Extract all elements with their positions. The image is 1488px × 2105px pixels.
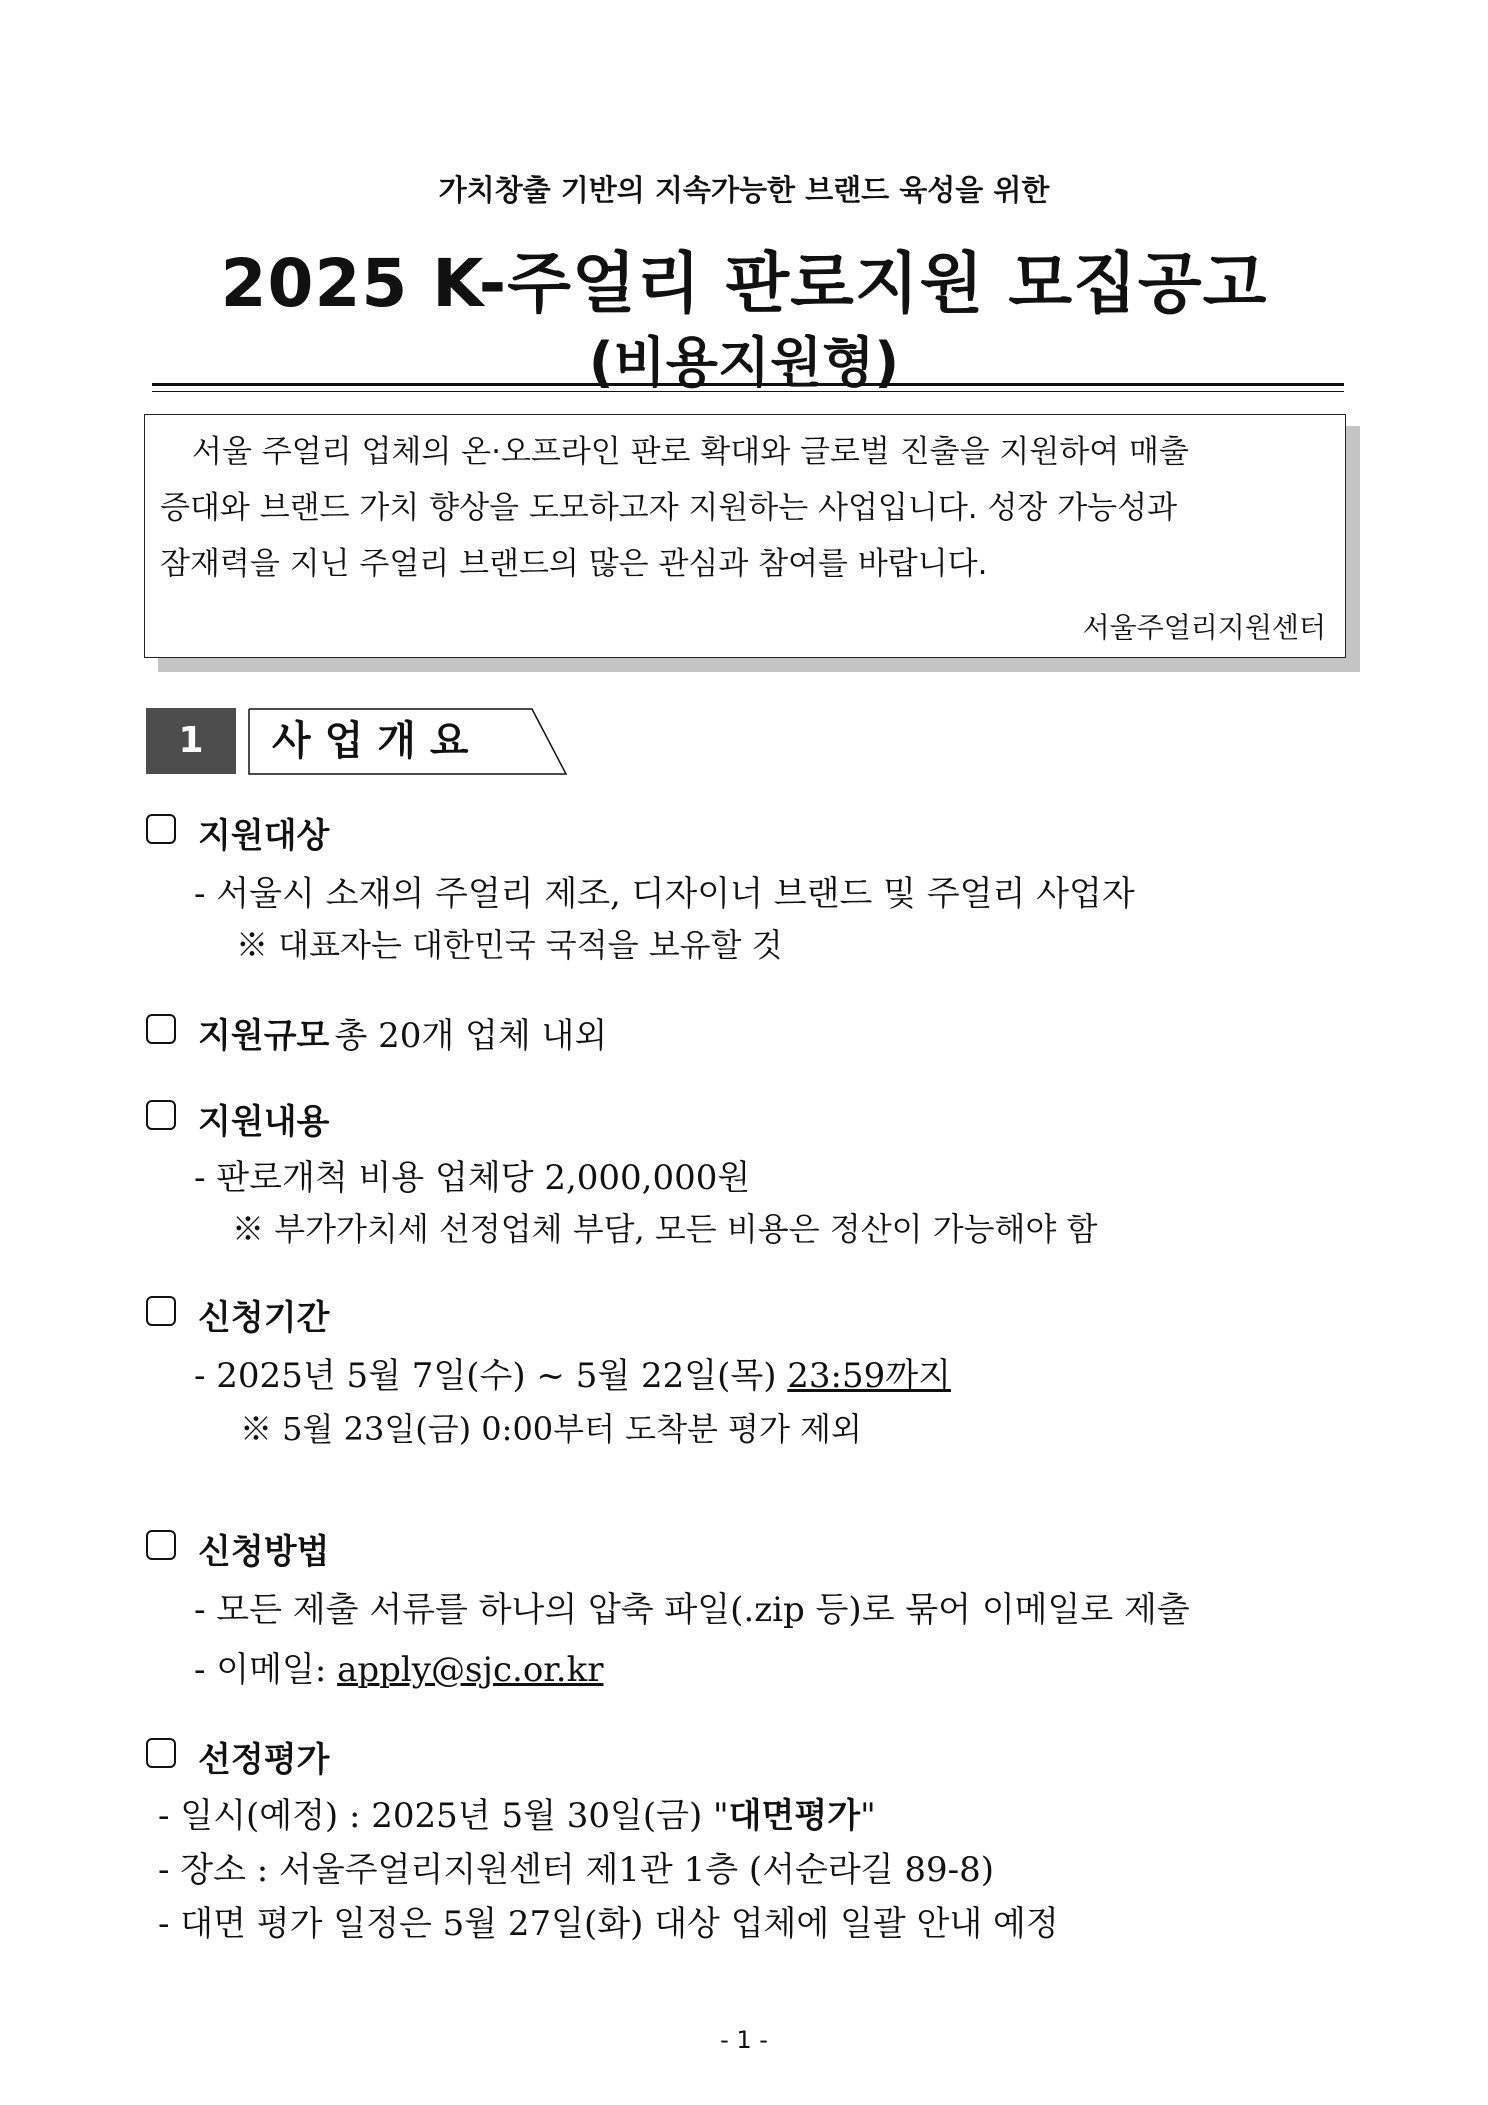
target-heading: 지원대상 [198, 816, 330, 856]
checkbox-icon [146, 1530, 176, 1560]
period-dates: - 2025년 5월 7일(수) ~ 5월 22일(목) [194, 1356, 788, 1396]
target-line: - 서울시 소재의 주얼리 제조, 디자이너 브랜드 및 주얼리 사업자 [194, 874, 1135, 914]
evaluation-place: - 장소 : 서울주얼리지원센터 제1관 1층 (서순라길 89-8) [158, 1850, 994, 1890]
period-note: ※ 5월 23일(금) 0:00부터 도착분 평가 제외 [240, 1410, 862, 1448]
evaluation-schedule: - 대면 평가 일정은 5월 27일(화) 대상 업체에 일괄 안내 예정 [158, 1904, 1059, 1944]
document-subtitle: 가치창출 기반의 지속가능한 브랜드 육성을 위한 [438, 173, 1050, 207]
scale-row [198, 1008, 607, 1057]
evaluation-quote: " [860, 1796, 876, 1836]
checkbox-icon [146, 1100, 176, 1130]
document-title: 2025 K-주얼리 판로지원 모집공고 [220, 245, 1268, 322]
document-title-type: (비용지원형) [588, 331, 900, 394]
section-number: 1 [146, 708, 236, 774]
method-line: - 모든 제출 서류를 하나의 압축 파일(.zip 등)로 묶어 이메일로 제출 [194, 1590, 1190, 1630]
content-line: - 판로개척 비용 업체당 2,000,000원 [194, 1158, 751, 1198]
intro-line: 증대와 브랜드 가치 향상을 도모하고자 지원하는 사업입니다. 성장 가능성과 [160, 490, 1178, 526]
period-heading: 신청기간 [198, 1298, 330, 1338]
period-line [194, 1348, 951, 1397]
section-label: 사업개요 [272, 718, 483, 764]
intro-line: 잠재력을 지닌 주얼리 브랜드의 많은 관심과 참여를 바랍니다. [160, 546, 988, 582]
email-label: - 이메일: [194, 1650, 338, 1690]
evaluation-type: 대면평가 [728, 1796, 861, 1836]
method-heading: 신청방법 [198, 1532, 330, 1572]
intro-line: 서울 주얼리 업체의 온·오프라인 판로 확대와 글로벌 진출을 지원하여 매출 [192, 434, 1189, 470]
scale-heading: 지원규모 [198, 1016, 330, 1056]
scale-text: 총 20개 업체 내외 [334, 1016, 608, 1056]
checkbox-icon [146, 1738, 176, 1768]
target-note: ※ 대표자는 대한민국 국적을 보유할 것 [236, 926, 783, 964]
checkbox-icon [146, 1014, 176, 1044]
checkbox-icon [146, 1296, 176, 1326]
content-heading: 지원내용 [198, 1102, 330, 1142]
page-number: - 1 - [720, 2026, 768, 2054]
email-link[interactable]: apply@sjc.or.kr [337, 1650, 604, 1690]
evaluation-line [158, 1788, 876, 1837]
content-note: ※ 부가가치세 선정업체 부담, 모든 비용은 정산이 가능해야 함 [232, 1210, 1098, 1248]
evaluation-heading: 선정평가 [198, 1740, 330, 1780]
title-rule-thin [152, 391, 1344, 392]
checkbox-icon [146, 814, 176, 844]
method-email-row [194, 1642, 603, 1691]
intro-text [160, 424, 1336, 592]
intro-signature: 서울주얼리지원센터 [1082, 611, 1326, 644]
period-deadline: 23:59까지 [787, 1356, 951, 1396]
title-rule-thick [152, 383, 1344, 386]
evaluation-date: - 일시(예정) : 2025년 5월 30일(금) " [158, 1796, 729, 1836]
